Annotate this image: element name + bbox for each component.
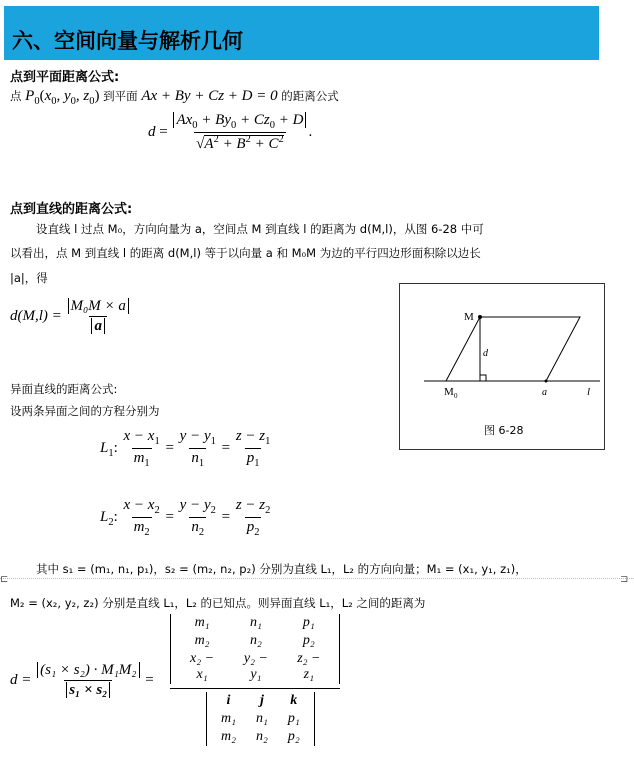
determinant-cell: p₂ [302,633,315,648]
text-point: 点 [10,89,22,103]
determinant-bottom [206,692,315,746]
determinant-cell: n₁ [255,711,268,726]
parallelogram-shape [446,317,580,381]
label-M: M [464,311,474,323]
heading-point-plane: 点到平面距离公式: [10,70,120,85]
determinant-cell: k [290,693,298,708]
determinant-cell: n₁ [249,615,262,630]
figure-caption: 图 6-28 [484,424,524,437]
skew-lines-M2: M₂ = (x₂, y₂, z₂) 分别是直线 L₁，L₂ 的已知点。则异面直线 L₁，L₂ 之间的距离为 [10,596,426,610]
skew-lines-where: 其中 s₁ = (m₁, n₁, p₁)，s₂ = (m₂, n₂, p₂) 分别为直线 L₁，L₂ 的方向向量；M₁ = (x₁, y₁, z₁)， [36,562,527,576]
determinant-cell: p₁ [287,711,300,726]
section-banner [4,6,599,60]
determinant-cell: m₂ [221,729,236,744]
equation-L2: $L_2$: $\frac{x - x_2}{m_2}$ = $\frac{y - y_2}{n_2}$ = $\frac{z - z_2}{p_2}$ [100,497,271,538]
point-plane-sentence [10,88,339,107]
determinant-top [170,614,340,684]
formula-point-plane: d = $\frac{Ax_0 + By_0 + Cz_0 + D}{√A^2 + B^2 + C^2}$ . [148,112,313,152]
skew-lines-intro: 设两条异面之间的方程分别为 [10,404,160,418]
skew-numerator: (s₁ × s₂) · M₁M₂ [37,662,139,678]
formula-numerator: M₀M × a [68,298,129,314]
determinant-cell: m₁ [194,615,210,630]
point-line-paragraph-2: 以看出，点 M 到直线 l 的距离 d(M,l) 等于以向量 a 和 M₀M 为边的平行四边形面积除以边长 [10,246,481,260]
determinant-cell: m₁ [221,711,236,726]
label-M0-sub: 0 [454,392,458,400]
determinant-cell: z₂ − z₁ [297,651,321,682]
formula-skew-distance: d = $\frac{\text{(s₁ × s₂) · M₁M₂}}{\text{s₁ × s₂}}$ = [10,662,154,698]
determinant-cell: j [259,693,264,708]
determinant-cell: y₂ − y₁ [243,651,268,682]
page-break-line [0,578,634,579]
determinant-cell: m₂ [194,633,210,648]
determinant-cell: n₂ [249,633,262,648]
formula-lhs: d(M,l) = [10,307,62,324]
label-a: a [542,387,547,398]
section-title: 六、空间向量与解析几何 [12,29,243,53]
point-P0: $P_0(x_0$, $y_0$, $z_0$) [25,88,100,107]
parallelogram-diagram [400,284,604,449]
point-line-paragraph-1: 设直线 l 过点 M₀，方向向量为 a，空间点 M 到直线 l 的距离为 d(M,l)，从图 6-28 中可 [36,222,484,236]
determinant-cell: x₂ − x₁ [190,651,215,682]
right-angle-mark [480,375,486,381]
symbol-L1: L [100,439,109,456]
point-line-paragraph-3: |a|，得 [10,271,48,285]
label-M0: M [444,386,454,398]
heading-point-line: 点到直线的距离公式: [10,202,133,217]
text-distance-formula: 的距离公式 [281,89,339,103]
determinant-cell: n₂ [255,729,268,744]
skew-denominator: s₁ × s₂ [66,682,110,698]
vector-a-tip [545,380,548,383]
label-d: d [483,348,488,359]
symbol-L2: L [100,508,109,525]
symbol-d: d [148,123,156,140]
plane-equation: Ax + By + Cz + D = 0 [141,88,278,104]
figure-6-28 [399,283,605,450]
formula-point-line [10,298,131,335]
symbol-d-skew: d = [10,671,32,688]
point-M [478,315,482,319]
text-to-plane: 到平面 [103,89,138,103]
margin-marker-left: ⊏ [0,574,9,585]
equation-L1: $L_1$: $\frac{x - x_1}{m_1}$ = $\frac{y - y_1}{n_1}$ = $\frac{z - z_1}{p_1}$ [100,428,271,469]
determinant-cell: p₂ [287,729,300,744]
determinant-cell: p₁ [302,615,315,630]
formula-denominator: a [91,318,105,334]
label-l: l [587,386,591,398]
determinant-fraction [170,614,340,689]
heading-skew-lines: 异面直线的距离公式: [10,382,118,396]
determinant-bottom-wrap [206,692,315,750]
determinant-cell: i [226,693,231,708]
margin-marker-right: ⊐ [620,574,629,585]
